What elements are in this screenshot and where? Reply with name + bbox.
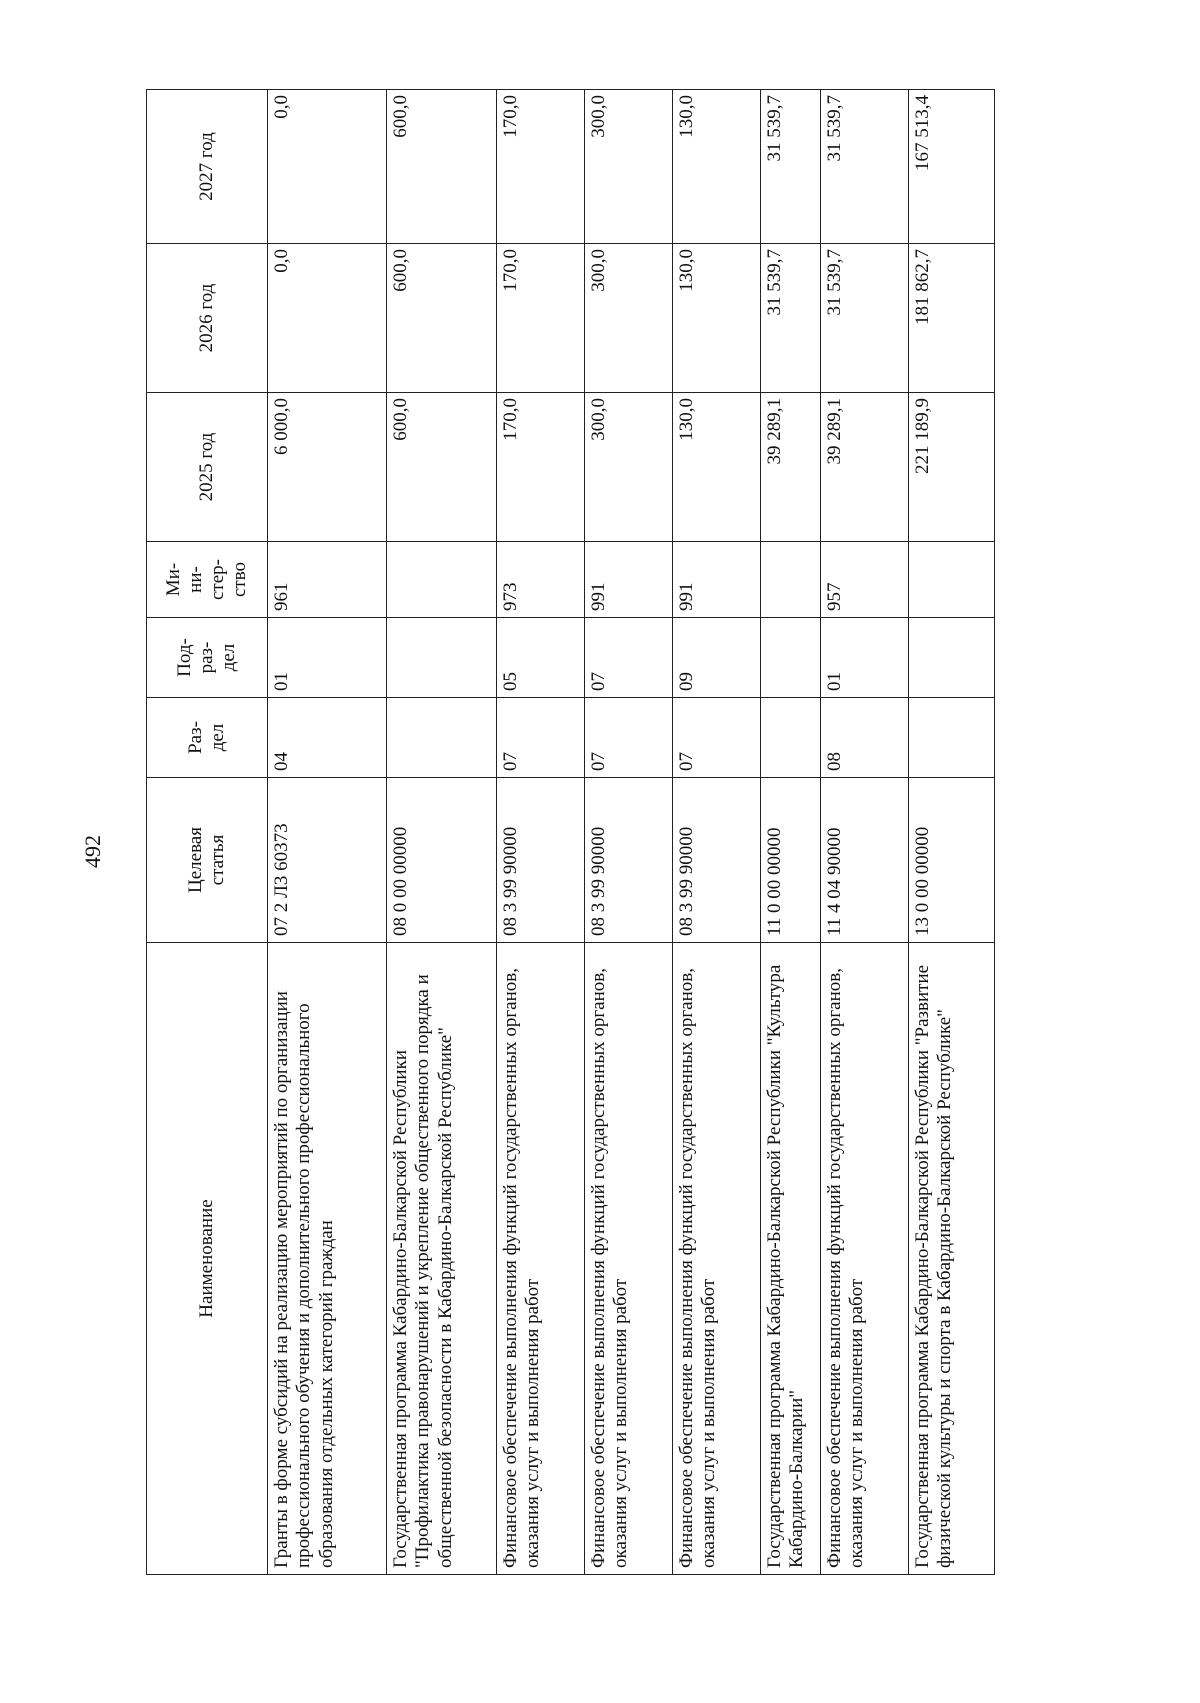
row-ministry: 991 [585, 542, 673, 618]
table-row [673, 90, 761, 1575]
row-2027: 170,0 [497, 90, 585, 244]
row-code: 08 3 99 90000 [673, 778, 761, 943]
row-2027: 130,0 [673, 90, 761, 244]
row-code: 08 3 99 90000 [585, 778, 673, 943]
header-2026: 2026 год [147, 244, 268, 393]
row-ministry [909, 542, 995, 618]
row-name: Финансовое обеспечение выполнения функций государственных органов, оказания услуг и выполнения работ [585, 943, 673, 1575]
row-section: 07 [585, 698, 673, 778]
row-code: 11 4 04 90000 [821, 778, 909, 943]
row-2027: 300,0 [585, 90, 673, 244]
row-2026: 300,0 [585, 244, 673, 393]
row-ministry: 961 [268, 542, 387, 618]
page-number: 492 [80, 835, 105, 868]
row-2026: 0,0 [268, 244, 387, 393]
row-code: 08 3 99 90000 [497, 778, 585, 943]
row-2027: 0,0 [268, 90, 387, 244]
table-row [387, 90, 497, 1575]
row-2026: 31 539,7 [821, 244, 909, 393]
row-2025: 39 289,1 [761, 393, 821, 542]
row-subsection: 07 [585, 618, 673, 698]
row-subsection: 09 [673, 618, 761, 698]
row-2027: 167 513,4 [909, 90, 995, 244]
row-2025: 6 000,0 [268, 393, 387, 542]
row-ministry [387, 542, 497, 618]
row-subsection: 01 [821, 618, 909, 698]
row-2026: 170,0 [497, 244, 585, 393]
table-row [761, 90, 821, 1575]
row-2025: 130,0 [673, 393, 761, 542]
table-row [909, 90, 995, 1575]
header-name: Наименование [147, 943, 268, 1575]
header-subsection: Под- раз- дел [147, 618, 268, 698]
row-code: 13 0 00 00000 [909, 778, 995, 943]
row-2027: 600,0 [387, 90, 497, 244]
row-code: 08 0 00 00000 [387, 778, 497, 943]
row-subsection [909, 618, 995, 698]
row-section: 04 [268, 698, 387, 778]
header-2027: 2027 год [147, 90, 268, 244]
row-subsection [387, 618, 497, 698]
row-name: Финансовое обеспечение выполнения функций государственных органов, оказания услуг и выполнения работ [673, 943, 761, 1575]
table-row [268, 90, 387, 1575]
table-row [821, 90, 909, 1575]
row-section [761, 698, 821, 778]
row-2025: 170,0 [497, 393, 585, 542]
row-2027: 31 539,7 [821, 90, 909, 244]
row-2027: 31 539,7 [761, 90, 821, 244]
row-ministry: 957 [821, 542, 909, 618]
row-subsection: 01 [268, 618, 387, 698]
header-2025: 2025 год [147, 393, 268, 542]
row-section [909, 698, 995, 778]
row-section: 07 [497, 698, 585, 778]
row-name: Государственная программа Кабардино-Балкарской Республики "Культура Кабардино-Балкарии" [761, 943, 821, 1575]
row-section: 08 [821, 698, 909, 778]
table-row [585, 90, 673, 1575]
row-2025: 300,0 [585, 393, 673, 542]
row-name: Государственная программа Кабардино-Балкарской Республики "Профилактика правонарушений и укрепление общественного порядка и общественной безопасности в Кабардино-Балкарской Республике" [387, 943, 497, 1575]
table-row [497, 90, 585, 1575]
row-name: Государственная программа Кабардино-Балкарской Республики "Развитие физической культуры и спорта в Кабардино-Балкарской Республике" [909, 943, 995, 1575]
row-subsection [761, 618, 821, 698]
row-code: 11 0 00 00000 [761, 778, 821, 943]
row-2026: 130,0 [673, 244, 761, 393]
budget-table [146, 89, 995, 1575]
row-ministry: 973 [497, 542, 585, 618]
row-name: Финансовое обеспечение выполнения функций государственных органов, оказания услуг и выполнения работ [821, 943, 909, 1575]
header-row [147, 90, 268, 1575]
row-subsection: 05 [497, 618, 585, 698]
row-code: 07 2 Л3 60373 [268, 778, 387, 943]
row-2026: 600,0 [387, 244, 497, 393]
row-2026: 181 862,7 [909, 244, 995, 393]
row-name: Гранты в форме субсидий на реализацию мероприятий по организации профессионального обучения и дополнительного профессионального образования отдельных категорий граждан [268, 943, 387, 1575]
row-2025: 39 289,1 [821, 393, 909, 542]
row-2025: 600,0 [387, 393, 497, 542]
row-section [387, 698, 497, 778]
row-section: 07 [673, 698, 761, 778]
row-ministry: 991 [673, 542, 761, 618]
row-2025: 221 189,9 [909, 393, 995, 542]
row-name: Финансовое обеспечение выполнения функций государственных органов, оказания услуг и выполнения работ [497, 943, 585, 1575]
row-2026: 31 539,7 [761, 244, 821, 393]
header-code: Целевая статья [147, 778, 268, 943]
header-section: Раз- дел [147, 698, 268, 778]
row-ministry [761, 542, 821, 618]
header-ministry: Ми- ни- стер- ство [147, 542, 268, 618]
